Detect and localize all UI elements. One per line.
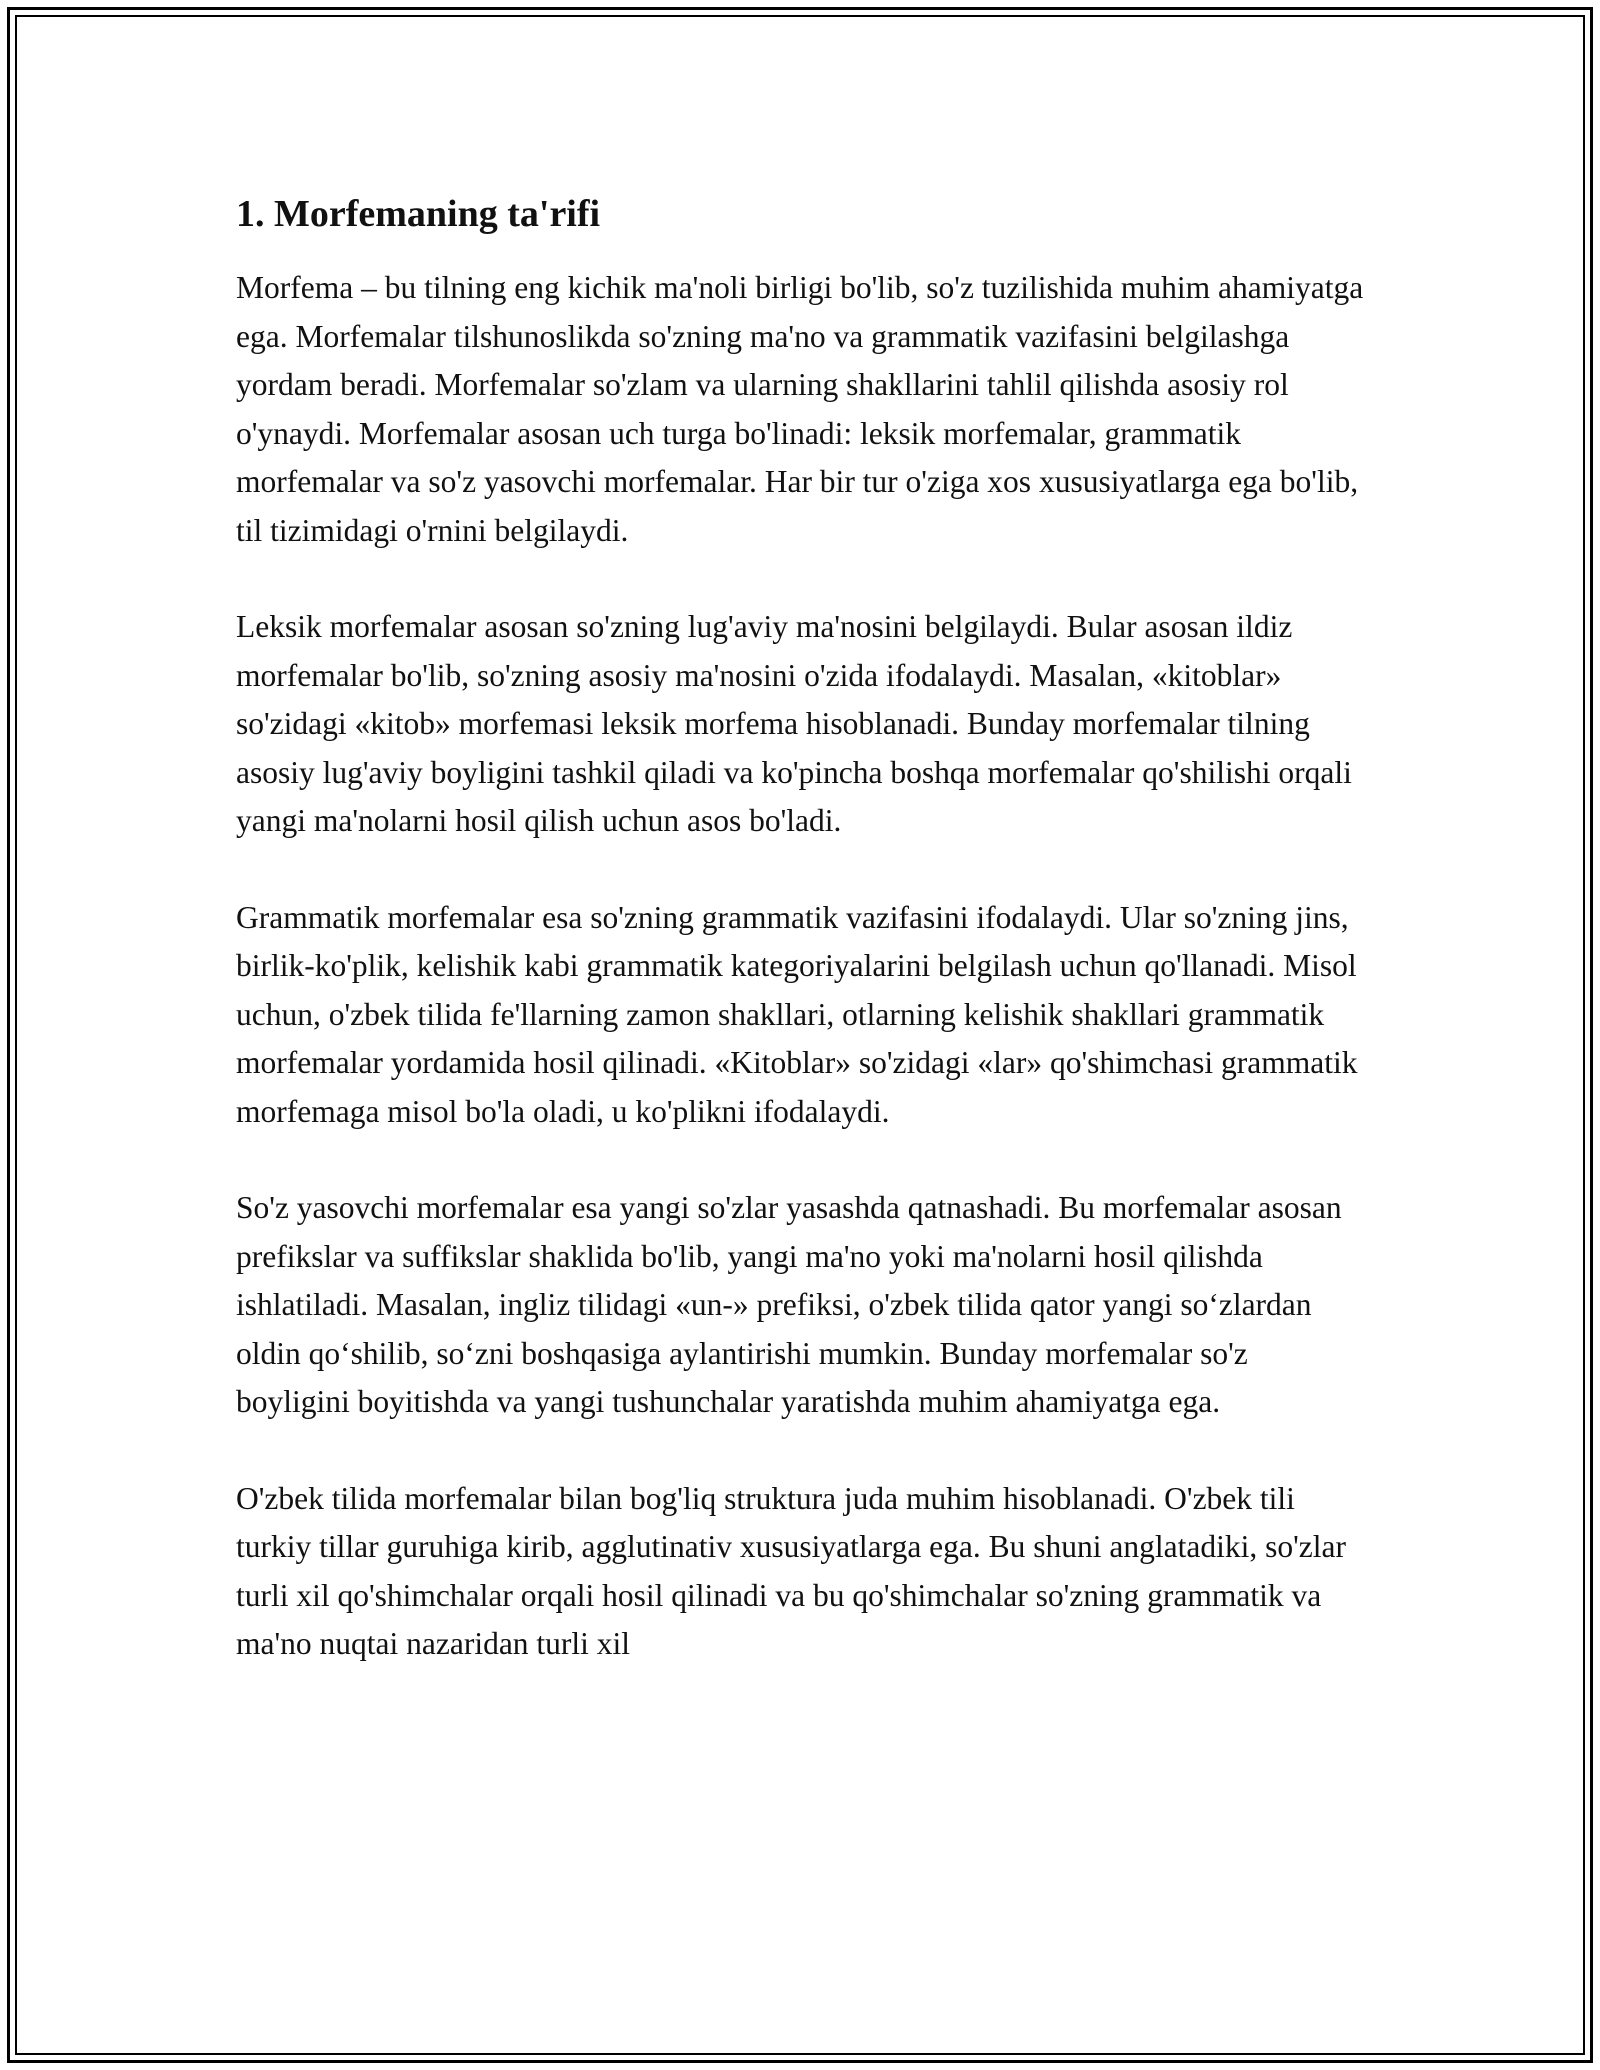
paragraph-morpheme-definition: Morfema – bu tilning eng kichik ma'noli birligi bo'lib, so'z tuzilishida muhim ahamiyatga ega. Morfemalar tilshunoslikda so'zning ma'no va grammatik vazifasini belgilashga yordam beradi. Morfemalar so'zlam va ularning shakllarini tahlil qilishda asosiy rol o'ynaydi. Morfemalar asosan uch turga bo'linadi: leksik morfemalar, grammatik morfemalar va so'z yasovchi morfemalar. Har bir tur o'ziga xos xususiyatlarga ega bo'lib, til tizimidagi o'rnini belgilaydi. (236, 270, 1364, 548)
paragraph-grammatical-morphemes: Grammatik morfemalar esa so'zning grammatik vazifasini ifodalaydi. Ular so'zning jins, birlik-ko'plik, kelishik kabi grammatik kategoriyalarini belgilash uchun qo'llanadi. Misol uchun, o'zbek tilida fe'llarning zamon shakllari, otlarning kelishik shakllari grammatik morfemalar yordamida hosil qilinadi. «Kitoblar» so'zidagi «lar» qo'shimchasi grammatik morfemaga misol bo'la oladi, u ko'plikni ifodalaydi. (236, 899, 1358, 1129)
paragraph-derivational-morphemes: So'z yasovchi morfemalar esa yangi so'zlar yasashda qatnashadi. Bu morfemalar asosan prefikslar va suffikslar shaklida bo'lib, yangi ma'no yoki ma'nolarni hosil qilishda ishlatiladi. Masalan, ingliz tilidagi «un-» prefiksi, o'zbek tilida qator yangi so‘zlardan oldin qo‘shilib, so‘zni boshqasiga aylantirishi mumkin. Bunday morfemalar so'z boyligini boyitishda va yangi tushunchalar yaratishda muhim ahamiyatga ega. (236, 1190, 1342, 1419)
section-heading: 1. Morfemaning ta'rifi (236, 193, 601, 235)
paragraph-uzbek-structure: O'zbek tilida morfemalar bilan bog'liq struktura juda muhim hisoblanadi. O'zbek tili turkiy tillar guruhiga kirib, agglutinativ xususiyatlarga ega. Bu shuni anglatadiki, so'zlar turli xil qo'shimchalar orqali hosil qilinadi va bu qo'shimchalar so'zning grammatik va ma'no nuqtai nazaridan turli xil (236, 1480, 1346, 1661)
paragraph-lexical-morphemes: Leksik morfemalar asosan so'zning lug'aviy ma'nosini belgilaydi. Bular asosan ildiz morfemalar bo'lib, so'zning asosiy ma'nosini o'zida ifodalaydi. Masalan, «kitoblar» so'zidagi «kitob» morfemasi leksik morfema hisoblanadi. Bunday morfemalar tilning asosiy lug'aviy boyligini tashkil qiladi va ko'pincha boshqa morfemalar qo'shilishi orqali yangi ma'nolarni hosil qilish uchun asos bo'ladi. (236, 609, 1352, 838)
document-body (236, 186, 1366, 1717)
